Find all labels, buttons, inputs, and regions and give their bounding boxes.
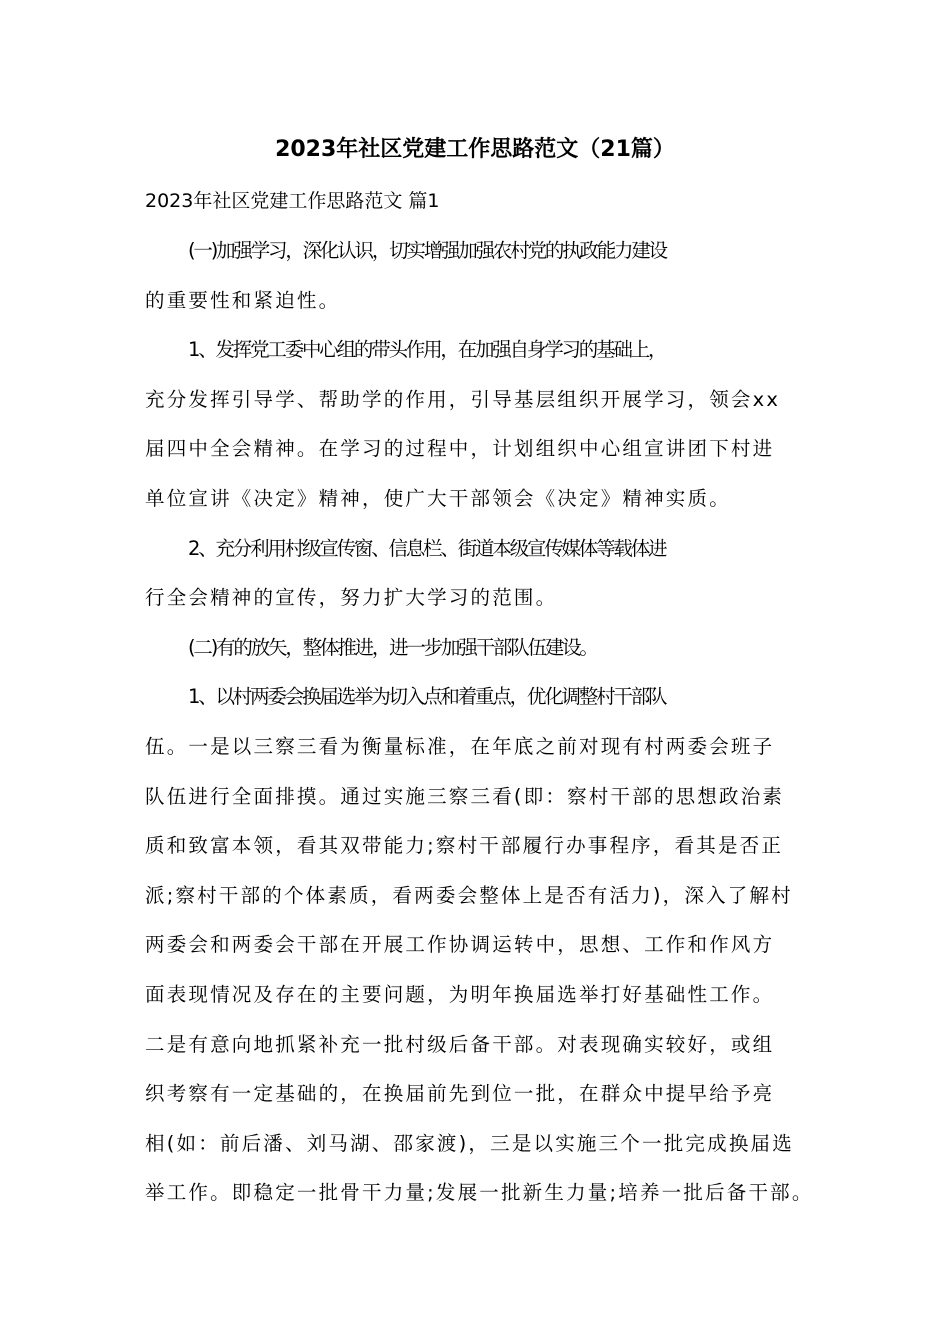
text-line: 2、充分利用村级宣传窗、信息栏、街道本级宣传媒体等载体进 <box>188 536 666 560</box>
text-line: 伍。一是以三察三看为衡量标准，在年底之前对现有村两委会班子 <box>145 734 775 758</box>
text-line: 届四中全会精神。在学习的过程中，计划组织中心组宣讲团下村进 <box>145 437 775 461</box>
text-line: 的重要性和紧迫性。 <box>145 288 341 312</box>
text-line: 1、发挥党工委中心组的带头作用，在加强自身学习的基础上， <box>188 338 666 362</box>
text-line: 充分发挥引导学、帮助学的作用，引导基层组织开展学习，领会xx <box>145 387 781 411</box>
text-line: 织考察有一定基础的，在换届前先到位一批，在群众中提早给予亮 <box>145 1082 775 1106</box>
text-line: (一)加强学习，深化认识，切实增强加强农村党的执政能力建设 <box>188 239 666 262</box>
text-line: (二)有的放矢，整体推进，进一步加强干部队伍建设。 <box>188 635 597 659</box>
text-line: 单位宣讲《决定》精神，使广大干部领会《决定》精神实质。 <box>145 486 731 510</box>
text-line: 1、以村两委会换届选举为切入点和着重点，优化调整村干部队 <box>188 685 666 709</box>
text-line: 二是有意向地抓紧补充一批村级后备干部。对表现确实较好，或组 <box>145 1032 775 1056</box>
text-line: 相(如：前后潘、刘马湖、邵家渡)，三是以实施三个一批完成换届选 <box>145 1131 794 1155</box>
text-line: 举工作。即稳定一批骨干力量;发展一批新生力量;培养一批后备干部。 <box>145 1181 814 1205</box>
text-line: 队伍进行全面排摸。通过实施三察三看(即：察村干部的思想政治素 <box>145 784 785 808</box>
document-title: 2023年社区党建工作思路范文（21篇） <box>275 137 675 162</box>
text-line: 派;察村干部的个体素质，看两委会整体上是否有活力)，深入了解村 <box>145 883 793 907</box>
section-heading: 2023年社区党建工作思路范文 篇1 <box>145 190 440 212</box>
text-line: 质和致富本领，看其双带能力;察村干部履行办事程序，看其是否正 <box>145 834 784 858</box>
document-body <box>145 236 825 1228</box>
text-line: 两委会和两委会干部在开展工作协调运转中，思想、工作和作风方 <box>145 933 775 957</box>
text-line: 行全会精神的宣传，努力扩大学习的范围。 <box>145 586 558 610</box>
text-line: 面表现情况及存在的主要问题，为明年换届选举打好基础性工作。 <box>145 982 775 1006</box>
